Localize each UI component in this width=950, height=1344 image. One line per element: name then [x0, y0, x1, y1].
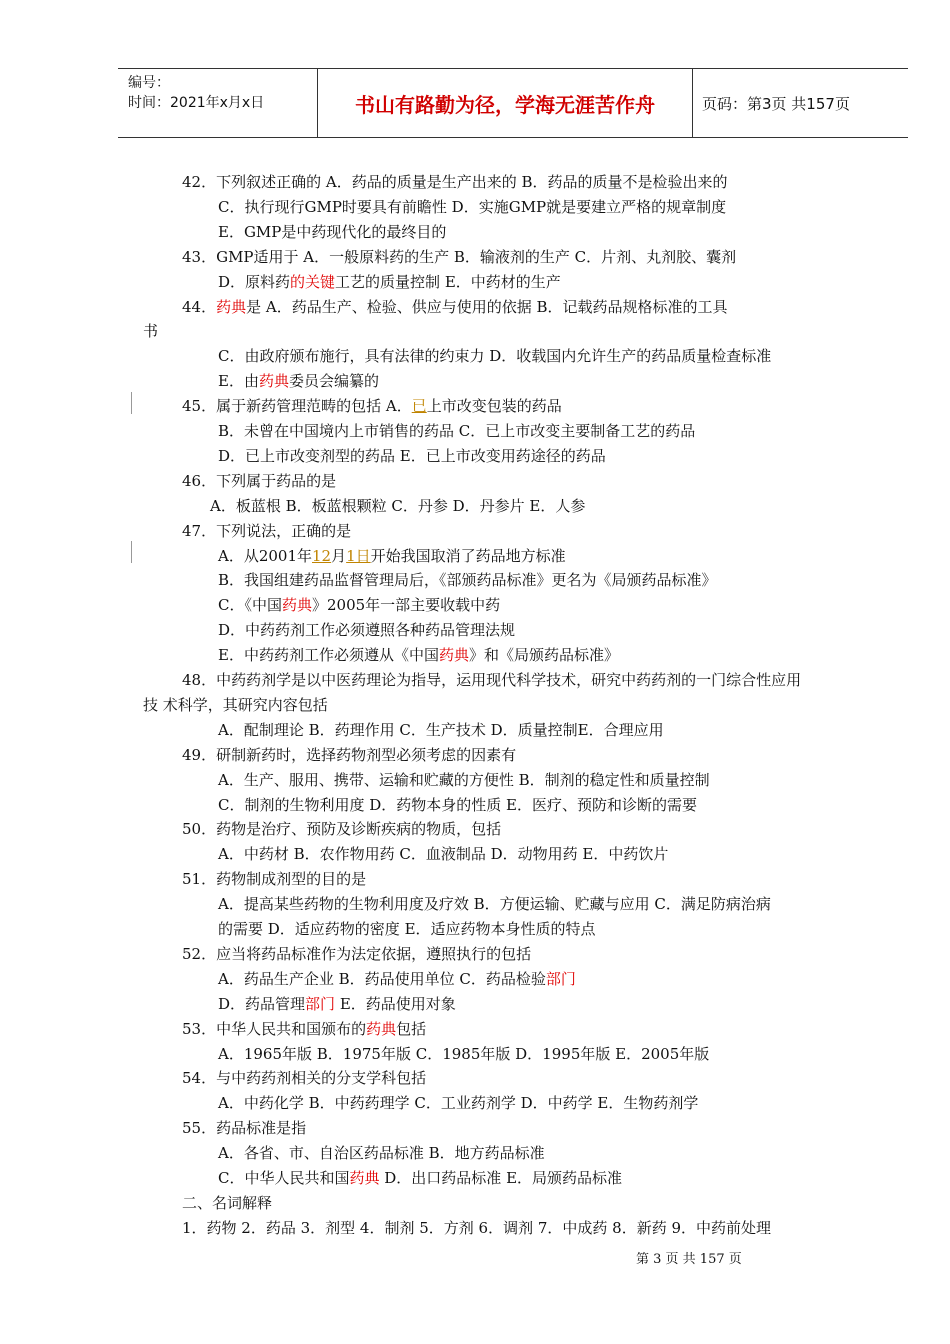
text-line	[218, 371, 379, 391]
text-line	[218, 720, 664, 740]
text-run: 书	[143, 322, 159, 340]
text-line	[182, 1118, 306, 1138]
text-run: C．《中国	[218, 596, 282, 614]
text-line	[182, 670, 801, 690]
text-line	[182, 396, 562, 416]
text-line	[218, 844, 668, 864]
text-run: 包括	[396, 1020, 427, 1038]
text-line	[182, 297, 728, 317]
text-line	[218, 1093, 698, 1113]
text-run: 42．下列叙述正确的 A．药品的质量是生产出来的 B．药品的质量不是检验出来的	[182, 173, 728, 191]
text-run: D．药品管理	[218, 995, 306, 1013]
text-run: A．中药化学 B．中药药理学 C．工业药剂学 D．中药学 E．生物药剂学	[218, 1094, 699, 1112]
text-run: 45．属于新药管理范畴的包括 A．	[182, 397, 412, 415]
text-run: 48．中药药剂学是以中医药理论为指导，运用现代科学技术，研究中药药剂的一门综合性应用	[182, 671, 802, 689]
text-line	[143, 695, 328, 715]
text-line	[182, 521, 351, 541]
text-line	[218, 969, 576, 989]
text-run: A．从2001年	[218, 547, 313, 565]
text-run: 技 术科学，其研究内容包括	[143, 696, 328, 714]
text-run: A．药品生产企业 B．药品使用单位 C．药品检验	[218, 970, 546, 988]
text-line	[182, 471, 336, 491]
text-run: 46．下列属于药品的是	[182, 472, 337, 490]
text-run: B．未曾在中国境内上市销售的药品 C．已上市改变主要制备工艺的药品	[218, 422, 696, 440]
text-run: 》2005年一部主要收载中药	[312, 596, 501, 614]
text-line	[218, 421, 695, 441]
text-run: E．GMP是中药现代化的最终目的	[218, 223, 447, 241]
text-run: C．由政府颁布施行，具有法律的约束力 D．收载国内允许生产的药品质量检查标准	[218, 347, 772, 365]
text-run: E．药品使用对象	[335, 995, 456, 1013]
text-run: 二、名词解释	[182, 1194, 273, 1212]
text-run: 55．药品标准是指	[182, 1119, 307, 1137]
text-line	[143, 321, 158, 341]
text-run: 的需要 D．适应药物的密度 E．适应药物本身性质的特点	[218, 920, 596, 938]
text-run: E．中药药剂工作必须遵从《中国	[218, 646, 439, 664]
text-run: A．各省、市、自治区药品标准 B．地方药品标准	[218, 1144, 545, 1162]
text-run: A．提高某些药物的生物利用度及疗效 B．方便运输、贮藏与应用 C．满足防病治病	[218, 895, 771, 913]
highlighted-term: 12	[312, 547, 332, 565]
text-line	[218, 272, 561, 292]
highlighted-term: 药典	[438, 646, 469, 664]
text-run: 44．	[182, 298, 217, 316]
text-run: A．生产、服用、携带、运输和贮藏的方便性 B．制剂的稳定性和质量控制	[218, 771, 710, 789]
text-line	[182, 1068, 426, 1088]
text-line	[218, 446, 606, 466]
text-line	[210, 496, 585, 516]
text-line	[182, 745, 516, 765]
header-page-number: 页码：第3页 共157页	[702, 94, 850, 113]
text-run: 43．GMP适用于 A．一般原料药的生产 B．输液剂的生产 C．片剂、丸剂胶、囊剂	[182, 248, 737, 266]
highlighted-term: 部门	[545, 970, 576, 988]
text-run: 50．药物是治疗、预防及诊断疾病的物质，包括	[182, 820, 502, 838]
text-run: 1．药物 2．药品 3．剂型 4．制剂 5．方剂 6．调剂 7．中成药 8．新药 9．中药前处理	[182, 1219, 772, 1237]
text-line	[218, 1168, 622, 1188]
text-line	[182, 1193, 272, 1213]
text-line	[218, 919, 596, 939]
highlighted-term: 部门	[305, 995, 336, 1013]
header-motto: 书山有路勤为径，学海无涯苦作舟	[318, 69, 693, 137]
text-line	[182, 869, 366, 889]
text-run: 47．下列说法，正确的是	[182, 522, 352, 540]
text-run: C．中华人民共和国	[218, 1169, 350, 1187]
text-run: 49．研制新药时，选择药物剂型必须考虑的因素有	[182, 746, 517, 764]
text-run: 51．药物制成剂型的目的是	[182, 870, 367, 888]
highlighted-term: 已	[411, 397, 427, 415]
text-line	[182, 819, 501, 839]
text-line	[218, 595, 500, 615]
text-line	[218, 1143, 545, 1163]
header-meta	[118, 69, 318, 137]
text-line	[218, 222, 446, 242]
document-number-label: 编号：	[128, 75, 170, 91]
text-run: 是 A．药品生产、检验、供应与使用的依据 B．记载药品规格标准的工具	[246, 298, 728, 316]
text-run: E．由	[218, 372, 259, 390]
revision-mark	[131, 392, 132, 414]
text-line	[182, 944, 531, 964]
text-run: A．板蓝根 B．板蓝根颗粒 C．丹参 D．丹参片 E．人参	[210, 497, 586, 515]
text-run: D．原料药	[218, 273, 291, 291]
document-time-label: 时间：2021年x月x日	[128, 95, 265, 111]
text-line	[182, 247, 736, 267]
text-line	[218, 546, 566, 566]
text-line	[218, 197, 726, 217]
text-line	[218, 346, 771, 366]
highlighted-term: 药典	[216, 298, 247, 316]
text-run: D．中药药剂工作必须遵照各种药品管理法规	[218, 621, 516, 639]
highlighted-term: 药典	[366, 1020, 397, 1038]
text-run: A．1965年版 B．1975年版 C．1985年版 D．1995年版 E．2005年版	[218, 1045, 710, 1063]
page-footer: 第 3 页 共 157 页	[636, 1252, 742, 1267]
text-line	[182, 1218, 771, 1238]
text-run: 52．应当将药品标准作为法定依据，遵照执行的包括	[182, 945, 532, 963]
text-run: A．配制理论 B．药理作用 C．生产技术 D．质量控制E．合理应用	[218, 721, 664, 739]
text-line	[218, 795, 697, 815]
text-line	[218, 894, 771, 914]
text-run: 》和《局颁药品标准》	[468, 646, 619, 664]
text-run: D．出口药品标准 E．局颁药品标准	[379, 1169, 623, 1187]
text-run: 上市改变包装的药品	[426, 397, 562, 415]
text-line	[218, 1044, 709, 1064]
text-run: B．我国组建药品监督管理局后，《部颁药品标准》更名为《局颁药品标准》	[218, 571, 717, 589]
text-line	[182, 172, 727, 192]
text-run: D．已上市改变剂型的药品 E．已上市改变用药途径的药品	[218, 447, 606, 465]
text-line	[218, 770, 710, 790]
text-run: 53．中华人民共和国颁布的	[182, 1020, 367, 1038]
revision-mark	[131, 541, 132, 563]
text-run: 月	[331, 547, 347, 565]
text-line	[218, 645, 619, 665]
text-line	[182, 1019, 426, 1039]
highlighted-term: 药典	[281, 596, 312, 614]
text-line	[218, 570, 717, 590]
highlighted-term: 药典	[258, 372, 289, 390]
page-header	[118, 68, 908, 138]
text-run: 工艺的质量控制 E．中药材的生产	[335, 273, 561, 291]
text-run: 委员会编纂的	[288, 372, 379, 390]
highlighted-term: 药典	[349, 1169, 380, 1187]
text-run: C．执行现行GMP时要具有前瞻性 D．实施GMP就是要建立严格的规章制度	[218, 198, 727, 216]
text-line	[218, 994, 456, 1014]
text-run: C．制剂的生物利用度 D．药物本身的性质 E．医疗、预防和诊断的需要	[218, 796, 697, 814]
text-run: A．中药材 B．农作物用药 C．血液制品 D．动物用药 E．中药饮片	[218, 845, 669, 863]
text-run: 开始我国取消了药品地方标准	[370, 547, 566, 565]
highlighted-term: 1日	[346, 547, 371, 565]
text-line	[218, 620, 515, 640]
highlighted-term: 的关键	[290, 273, 336, 291]
text-run: 54．与中药药剂相关的分支学科包括	[182, 1069, 427, 1087]
